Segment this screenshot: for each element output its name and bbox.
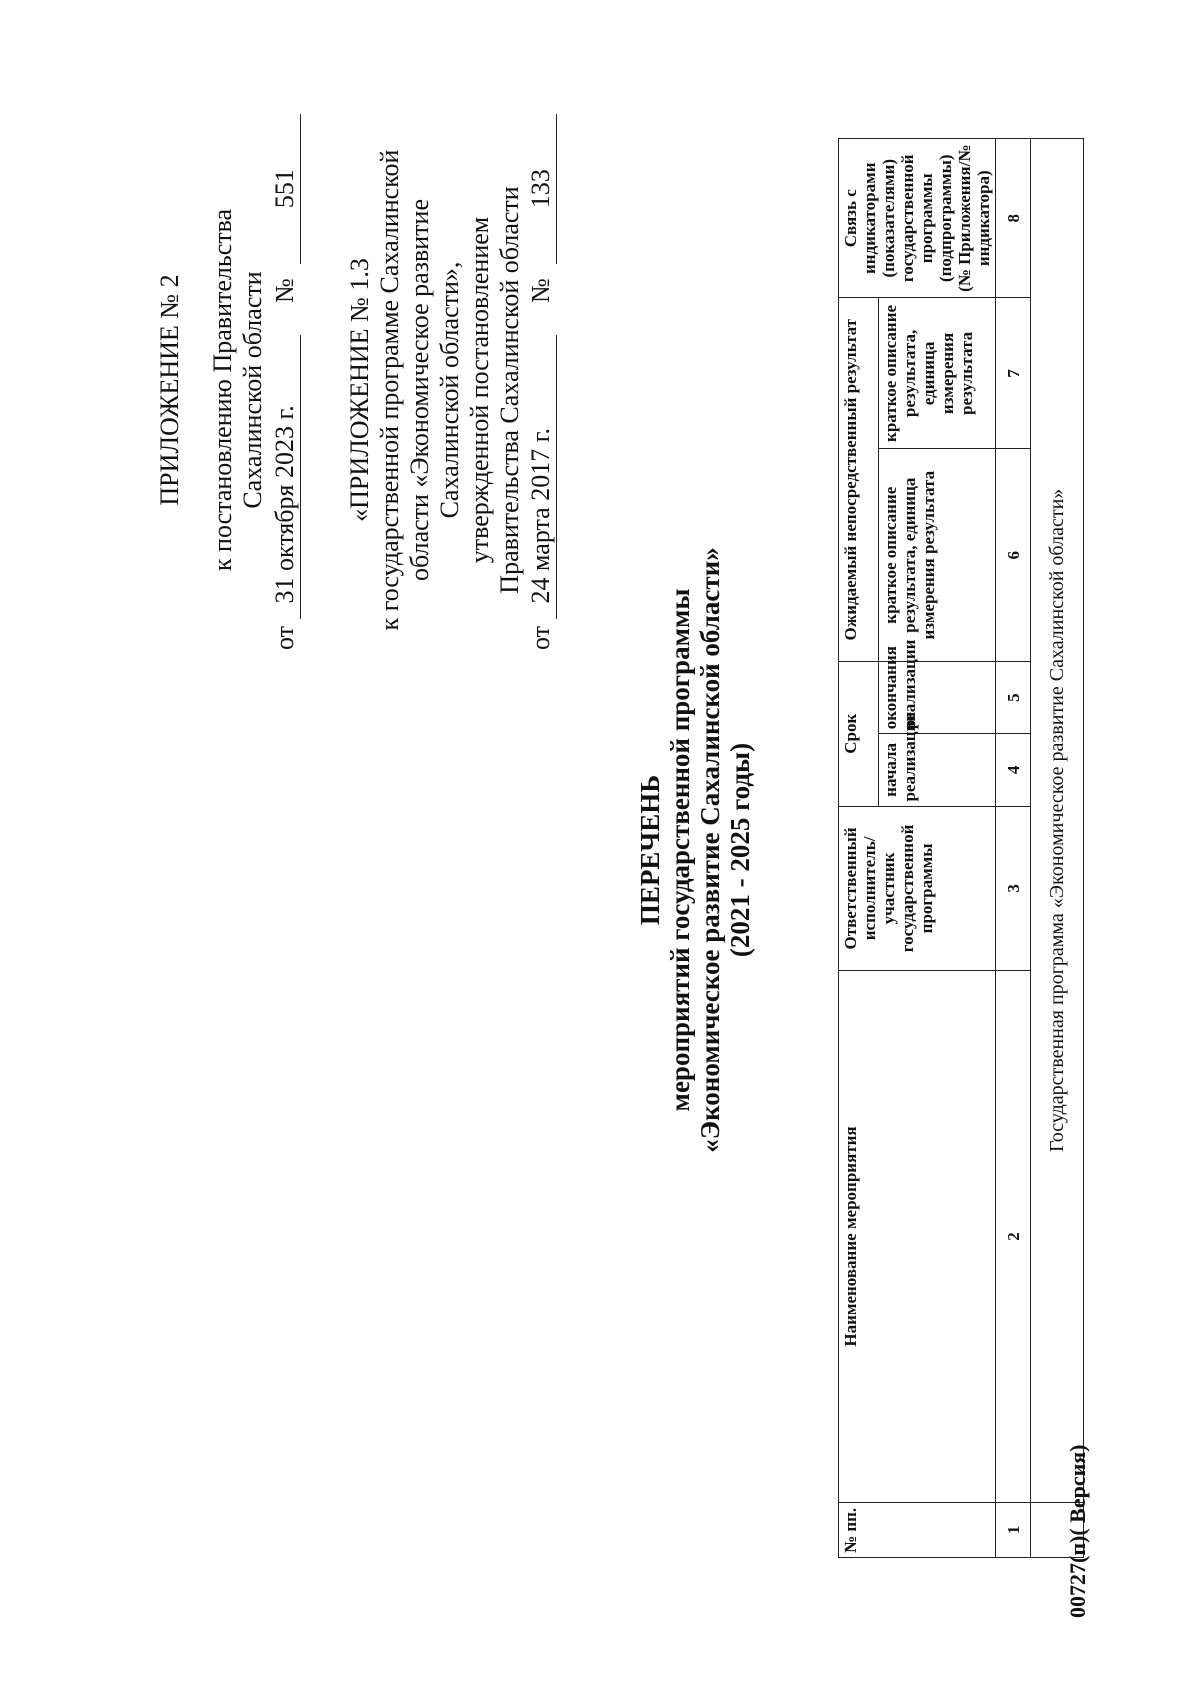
header-term: Срок [839, 661, 879, 806]
date-value-2: 24 марта 2017 г. [526, 335, 557, 619]
header-term-end: окончания реализации [878, 661, 995, 733]
table-header-row [839, 138, 879, 1557]
appendix-2-line-4: утвержденной постановлением [465, 216, 494, 563]
activities-table [838, 138, 1084, 1558]
document-subtitle-1: мероприятий государственной программы [665, 588, 695, 1111]
col-number-2: 2 [996, 970, 1031, 1501]
date-prefix-2: от [526, 625, 555, 650]
header-expected-result: Ожидаемый непосредственный результат [839, 298, 879, 662]
appendix-2-line-3: Сахалинской области», [435, 261, 464, 518]
header-result-b: краткое описание результата, единица измерения результата [878, 298, 995, 449]
appendix-2-line-5: Правительства Сахалинской области [495, 185, 524, 594]
document-title: ПЕРЕЧЕНЬ [635, 774, 665, 925]
col-number-1: 1 [996, 1502, 1031, 1557]
document-subtitle-3: (2021 - 2025 годы) [725, 742, 755, 957]
number-value-2: 133 [526, 113, 557, 263]
program-row-title: Государственная программа «Экономическое развитие Сахалинской области» [1031, 138, 1084, 1502]
col-number-4: 4 [996, 733, 1031, 805]
decree-line-2: Сахалинской области [238, 270, 267, 509]
rotated-content [60, 50, 1140, 1650]
appendix-2-title: «ПРИЛОЖЕНИЕ № 1.3 [345, 257, 374, 522]
col-number-7: 7 [996, 298, 1031, 449]
header-responsible: Ответственный исполнитель/участник государственной программы [839, 806, 996, 971]
col-number-5: 5 [996, 661, 1031, 733]
header-activity-name: Наименование мероприятия [839, 970, 996, 1501]
decree-date-line [270, 113, 301, 649]
table-row [1031, 138, 1084, 1557]
document-subtitle-2: «Экономическое развитие Сахалинской области» [695, 546, 725, 1153]
decree-line-1: к постановлению Правительства [208, 208, 237, 571]
number-value: 551 [270, 113, 301, 263]
number-sign-2: № [526, 277, 555, 303]
number-sign: № [270, 277, 299, 303]
col-number-3: 3 [996, 806, 1031, 971]
date-value: 31 октября 2023 г. [270, 335, 301, 619]
header-result-a: краткое описание результата, единица измерения результата [878, 448, 995, 661]
approval-date-line [526, 113, 557, 649]
col-number-6: 6 [996, 448, 1031, 661]
header-num: № пп. [839, 1502, 996, 1557]
col-number-8: 8 [996, 138, 1031, 298]
document-code: 00727(п)( Версия) [1065, 1444, 1090, 1618]
header-term-start: начала реализации [878, 733, 995, 805]
table-row [996, 138, 1031, 1557]
appendix-2-line-2: области «Экономическое развитие [405, 198, 434, 581]
appendix-2-line-1: к государственной программе Сахалинской [375, 149, 404, 630]
appendix-title: ПРИЛОЖЕНИЕ № 2 [155, 273, 184, 506]
header-indicator-link: Связь с индикаторами (показателями) государственной программы (подпрограммы) (№ Приложения/№ индикатора) [839, 138, 996, 298]
date-prefix: от [270, 625, 299, 650]
